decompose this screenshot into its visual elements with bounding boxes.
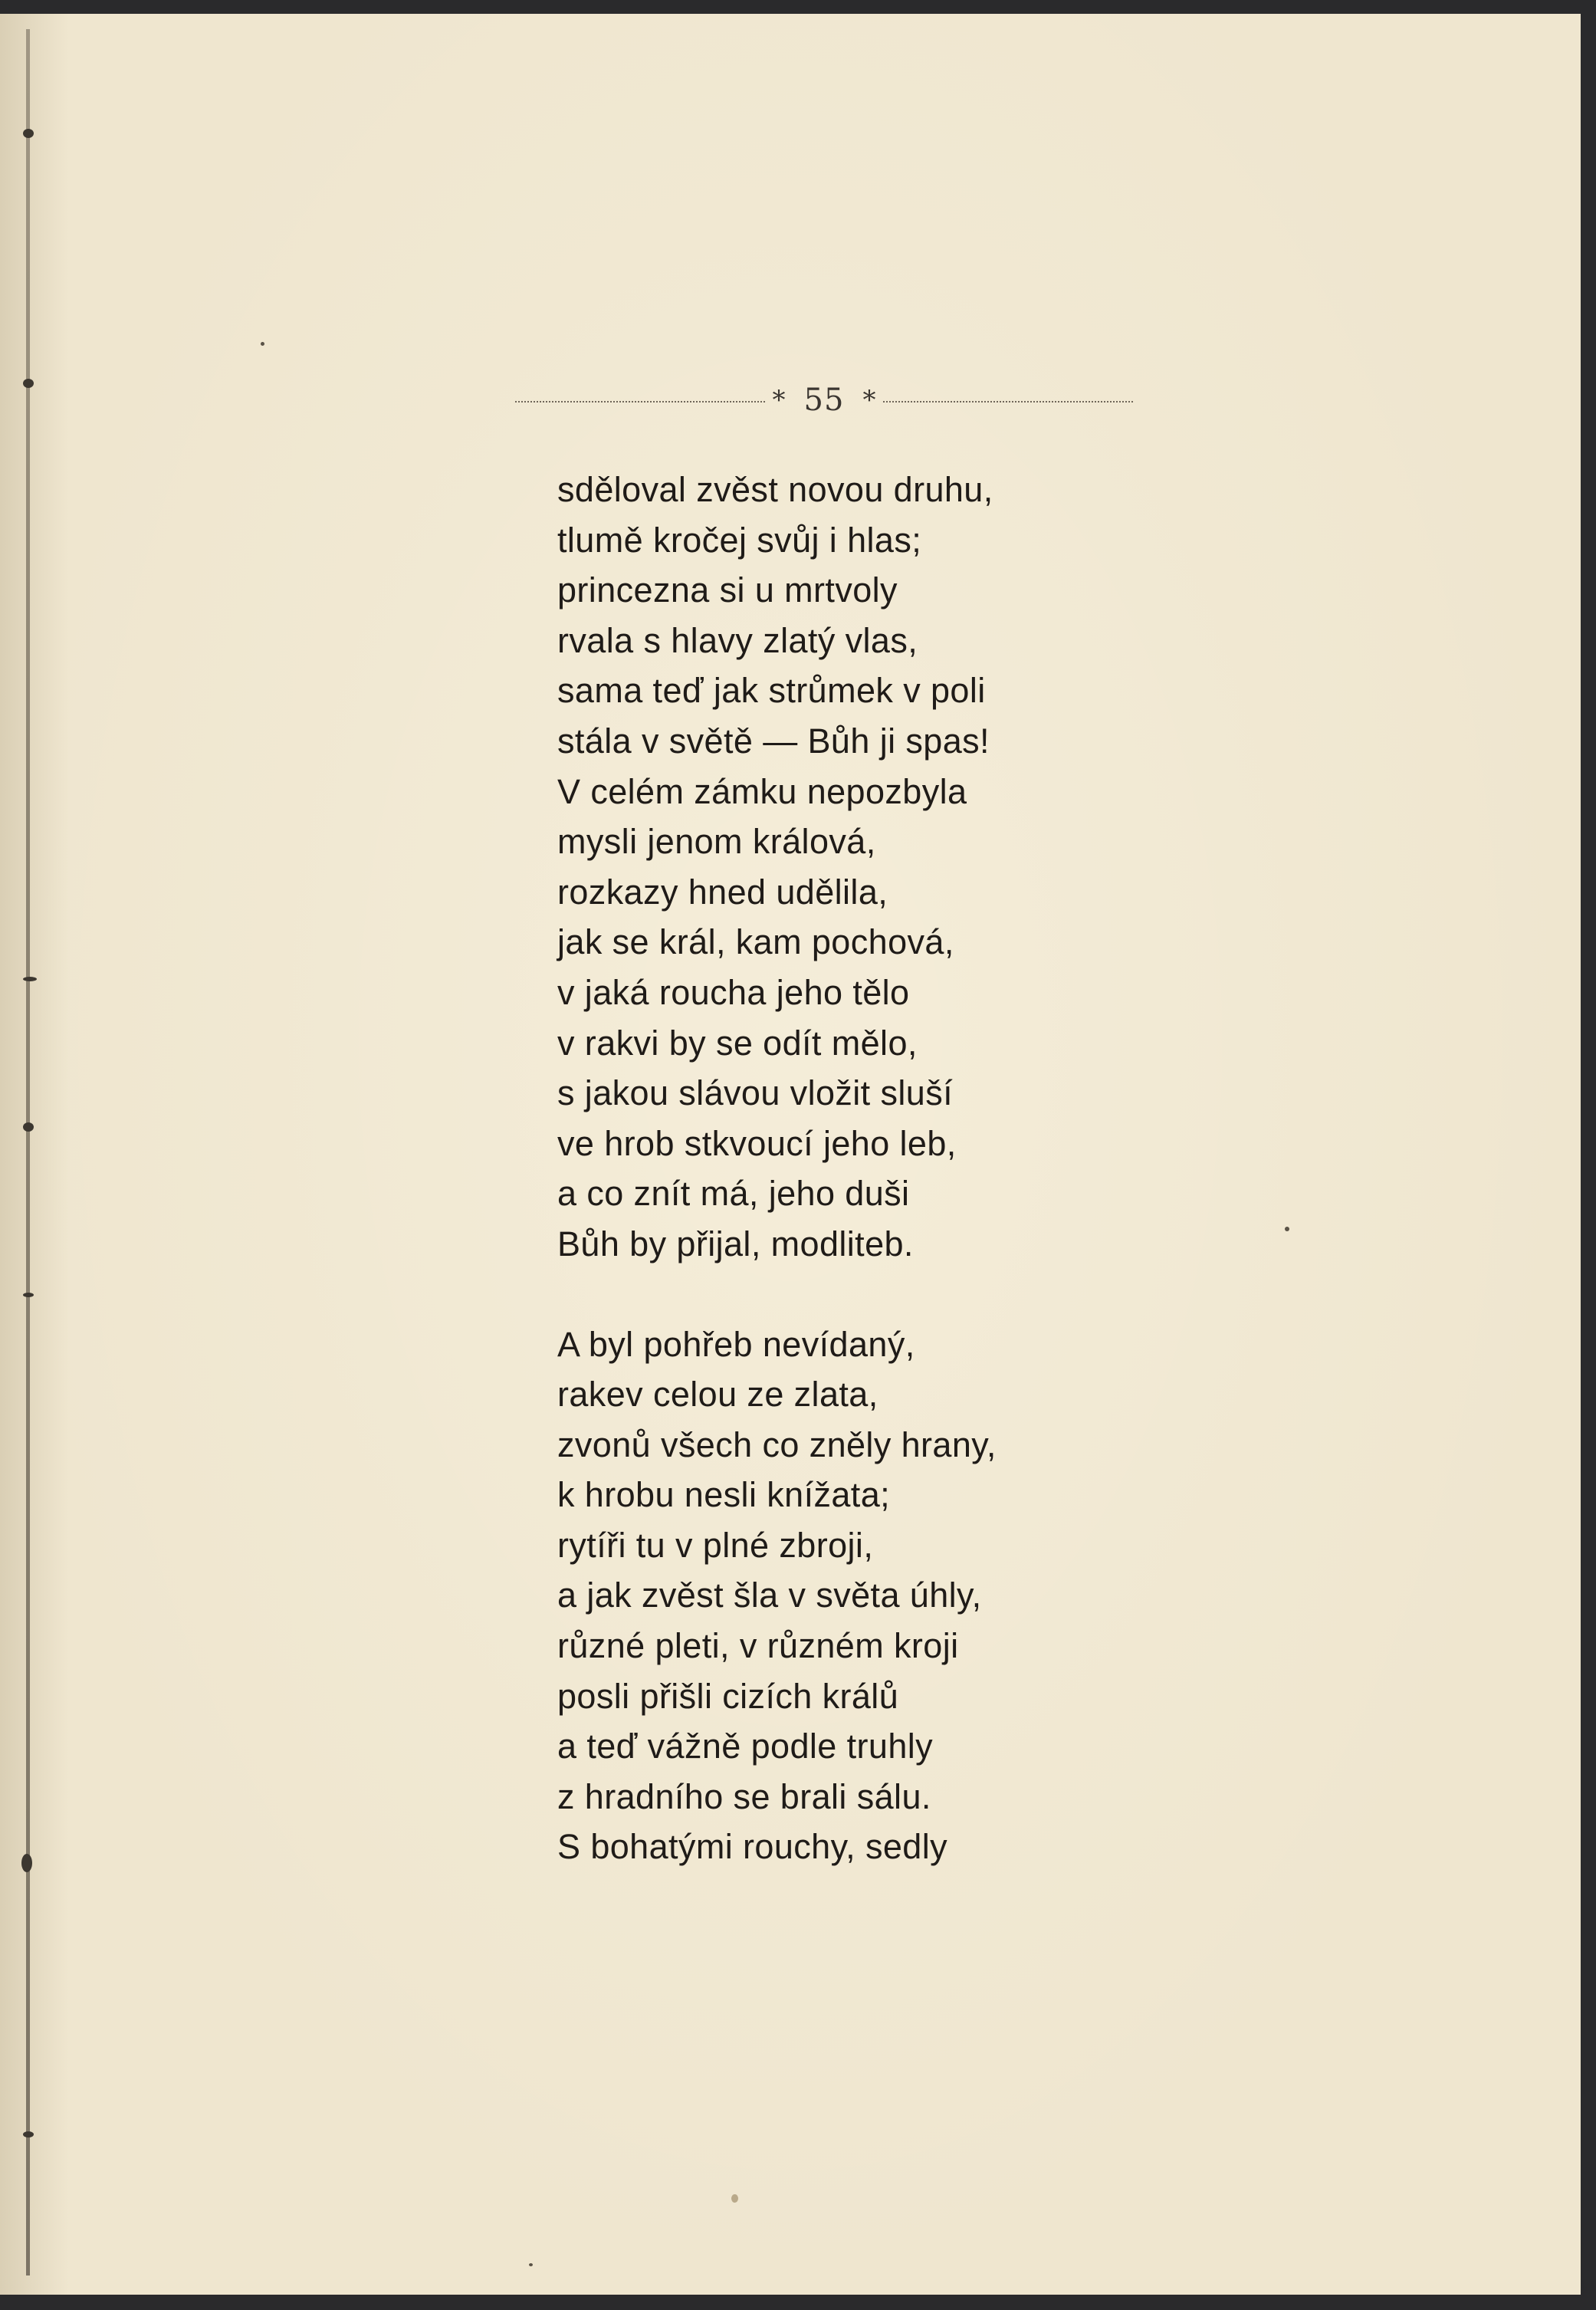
verse-line: ve hrob stkvoucí jeho leb, <box>557 1123 957 1163</box>
binding-mark <box>23 1293 34 1297</box>
verse-line: v rakvi by se odít mělo, <box>557 1023 918 1063</box>
paper-speck <box>1285 1227 1289 1231</box>
paper-speck <box>529 2263 533 2266</box>
verse-line: stála v světě — Bůh ji spas! <box>557 721 990 761</box>
verse-line: sama teď jak strůmek v poli <box>557 671 986 711</box>
verse-line: různé pleti, v různém kroji <box>557 1626 959 1666</box>
verse-line: A byl pohřeb nevídaný, <box>557 1324 915 1364</box>
verse-line: princezna si u mrtvoly <box>557 570 898 610</box>
verse-line: sděloval zvěst novou druhu, <box>557 470 993 509</box>
binding-mark <box>21 1854 32 1872</box>
verse-line: z hradního se brali sálu. <box>557 1776 931 1816</box>
verse-line: v jaká roucha jeho tělo <box>557 972 910 1012</box>
verse-line: k hrobu nesli knížata; <box>557 1475 891 1515</box>
verse-line: rvala s hlavy zlatý vlas, <box>557 620 918 660</box>
paper-speck <box>261 342 264 346</box>
header-dotted-rule-right <box>883 401 1133 403</box>
binding-mark <box>23 129 34 138</box>
poem-text <box>557 465 1247 1872</box>
stanza <box>557 1319 1247 1873</box>
verse-line: rakev celou ze zlata, <box>557 1375 878 1415</box>
header-star-right: * <box>862 385 876 416</box>
verse-line: zvonů všech co zněly hrany, <box>557 1424 997 1464</box>
binding-edge <box>0 14 46 2295</box>
verse-line: mysli jenom králová, <box>557 822 876 862</box>
binding-mark <box>23 977 37 981</box>
page-header <box>515 377 1133 423</box>
verse-line: Bůh by přijal, modliteb. <box>557 1224 914 1263</box>
paper-speck <box>731 2194 738 2203</box>
verse-line: tlumě kročej svůj i hlas; <box>557 520 922 560</box>
binding-rule <box>26 29 30 2275</box>
verse-line: V celém zámku nepozbyla <box>557 771 967 811</box>
binding-mark <box>23 1122 34 1132</box>
verse-line: a jak zvěst šla v světa úhly, <box>557 1576 982 1615</box>
binding-mark <box>23 2131 34 2137</box>
verse-line: rozkazy hned udělila, <box>557 872 888 912</box>
verse-line: S bohatými rouchy, sedly <box>557 1827 947 1867</box>
header-dotted-rule-left <box>515 401 765 403</box>
binding-mark <box>23 379 34 388</box>
header-star-left: * <box>772 385 786 416</box>
page-number: 55 <box>803 383 845 418</box>
verse-line: a co znít má, jeho duši <box>557 1174 910 1214</box>
verse-line: posli přišli cizích králů <box>557 1676 899 1716</box>
verse-line: jak se král, kam pochová, <box>557 922 954 962</box>
verse-line: s jakou slávou vložit sluší <box>557 1073 954 1113</box>
stanza <box>557 465 1247 1270</box>
verse-line: a teď vážně podle truhly <box>557 1727 934 1766</box>
verse-line: rytíři tu v plné zbroji, <box>557 1525 874 1565</box>
